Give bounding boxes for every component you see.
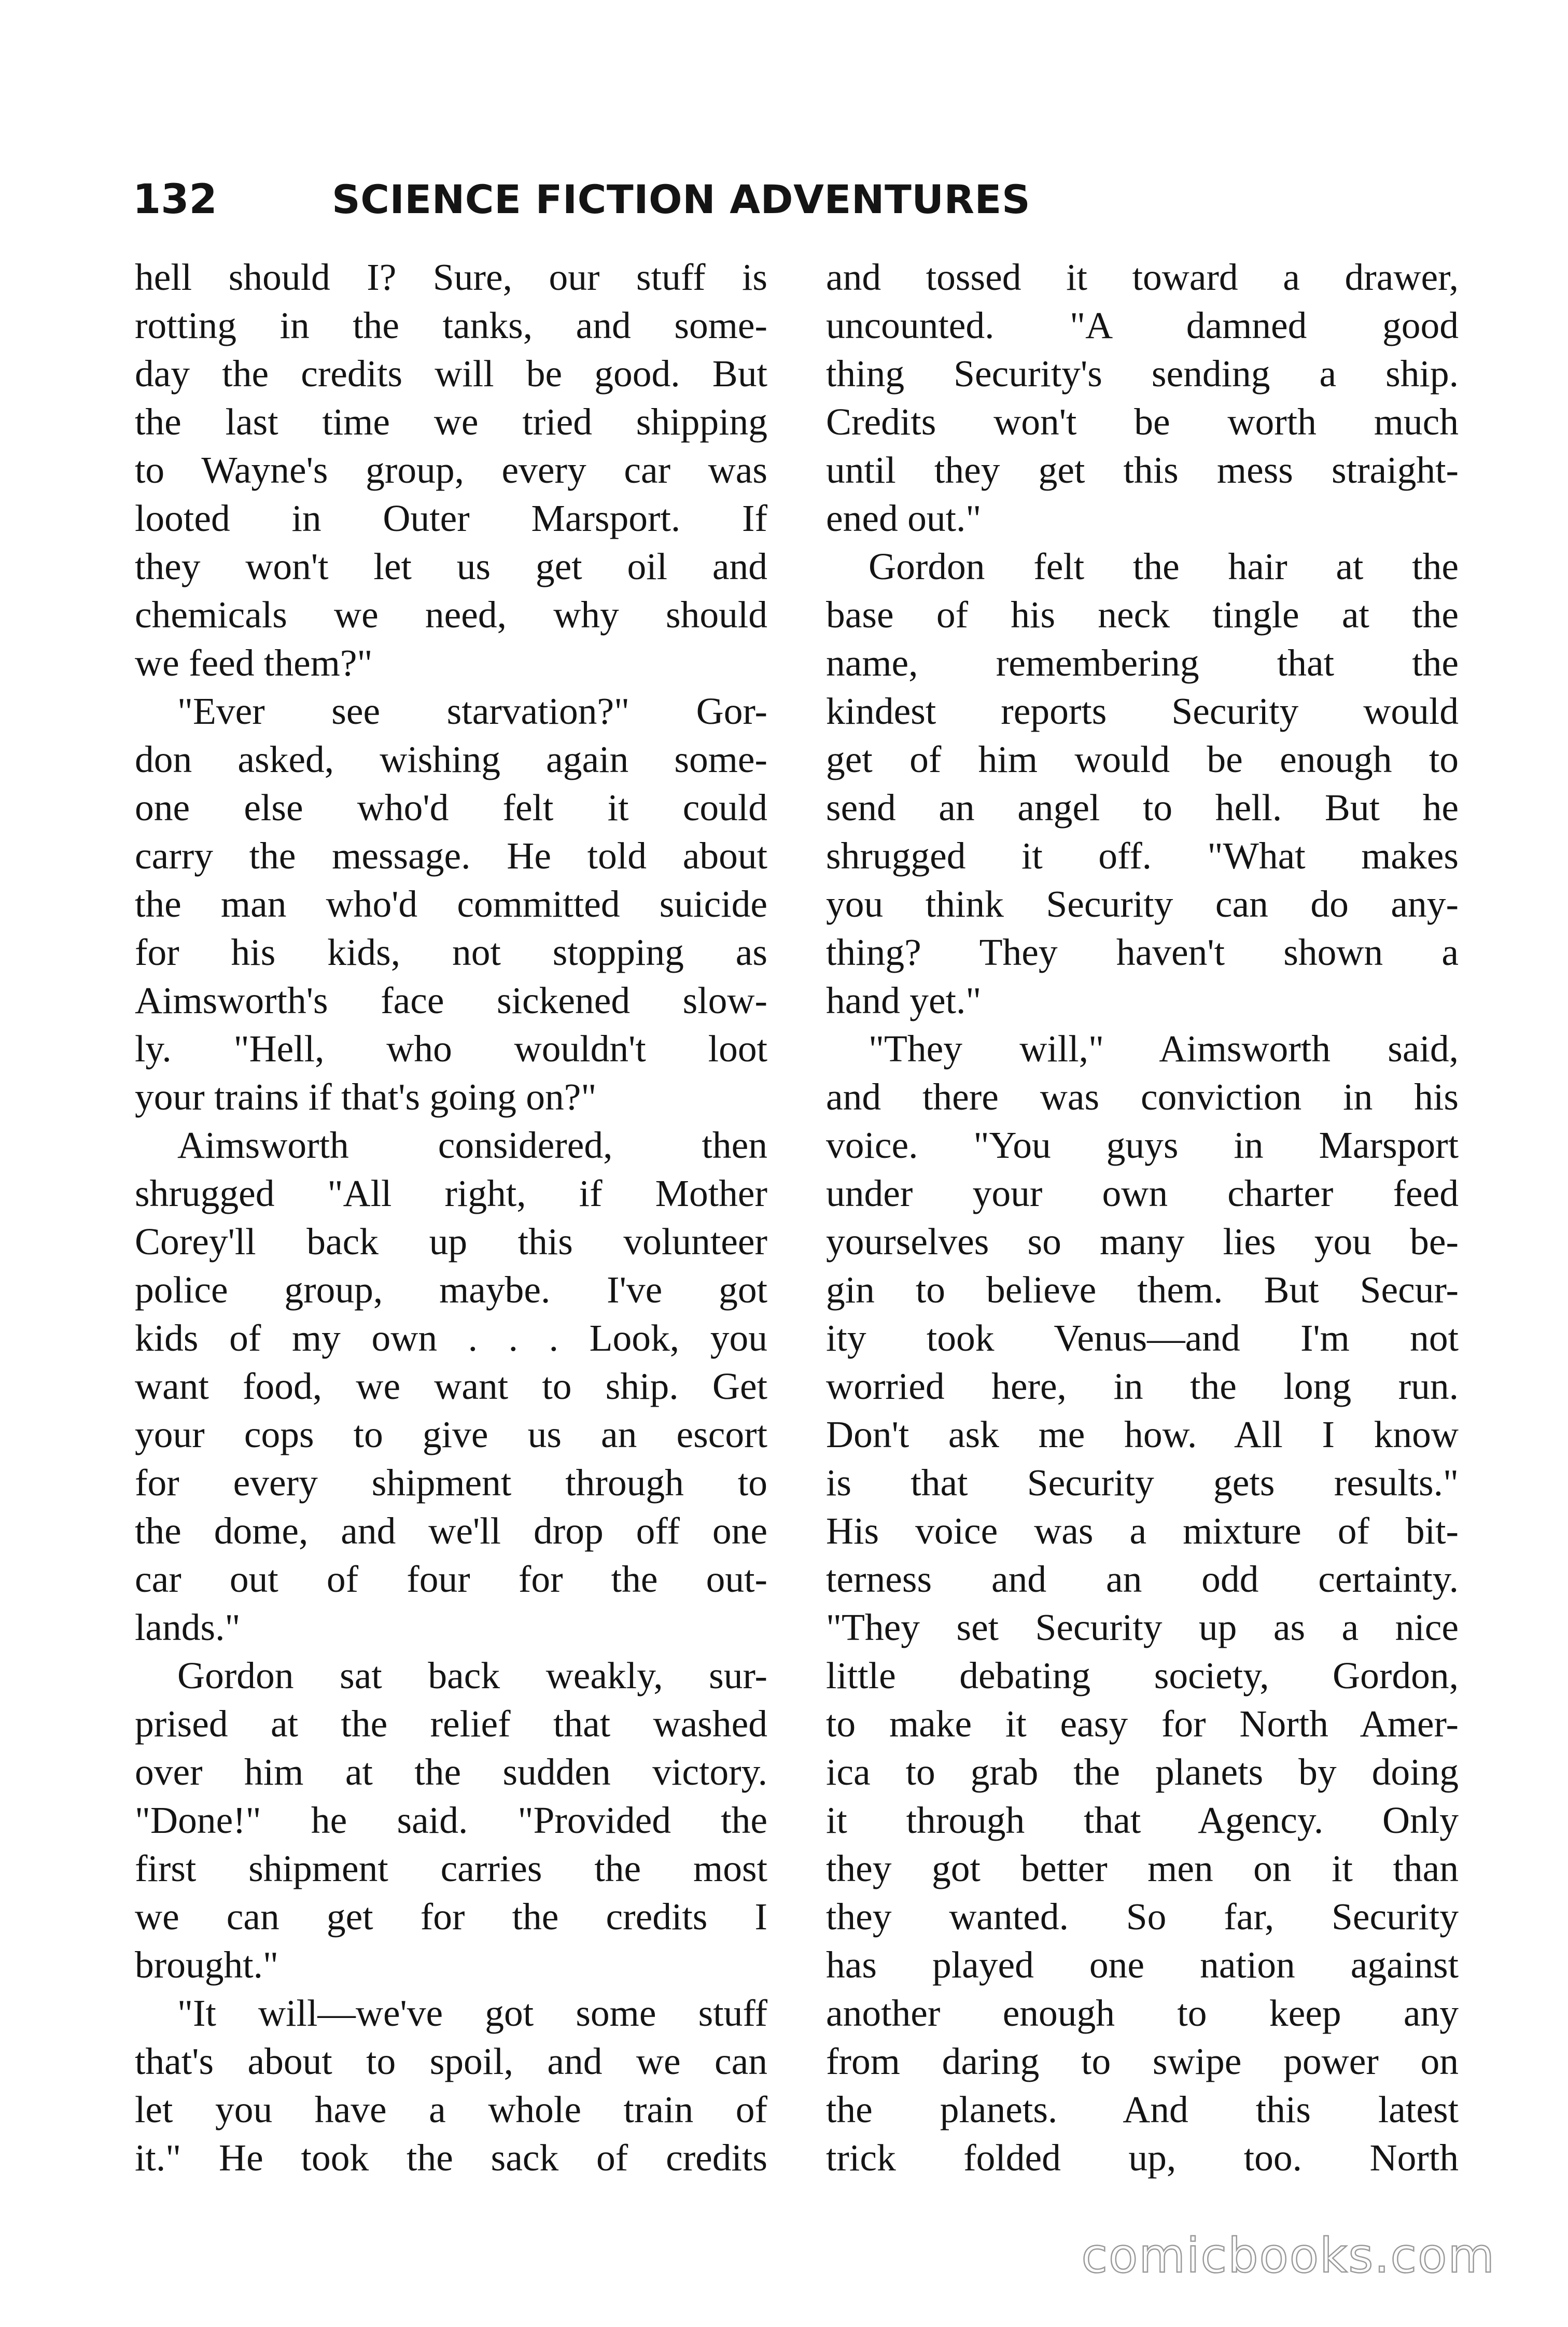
text-line: thing? They haven't shown a bbox=[826, 931, 1459, 973]
text-line: kids of my own . . . Look, you bbox=[135, 1317, 767, 1359]
text-line: ened out." bbox=[826, 497, 982, 539]
text-line: "It will—we've got some stuff bbox=[177, 1992, 767, 2034]
text-line: "They will," Aimsworth said, bbox=[869, 1028, 1459, 1070]
paragraph bbox=[135, 253, 767, 687]
paragraph bbox=[135, 1651, 767, 1989]
text-line: Aimsworth's face sickened slow- bbox=[135, 979, 767, 1021]
text-line: base of his neck tingle at the bbox=[826, 594, 1459, 636]
text-line: want food, we want to ship. Get bbox=[135, 1365, 767, 1407]
text-line: another enough to keep any bbox=[826, 1992, 1459, 2034]
text-line: Gordon sat back weakly, sur- bbox=[177, 1655, 767, 1697]
text-line: for his kids, not stopping as bbox=[135, 931, 767, 973]
text-line: shrugged it off. "What makes bbox=[826, 835, 1459, 877]
text-line: Aimsworth considered, then bbox=[177, 1124, 767, 1166]
text-line: to Wayne's group, every car was bbox=[135, 449, 767, 491]
text-line: we feed them?" bbox=[135, 642, 373, 684]
text-line: the planets. And this latest bbox=[826, 2088, 1459, 2130]
text-line: and there was conviction in his bbox=[826, 1076, 1459, 1118]
text-line: from daring to swipe power on bbox=[826, 2040, 1459, 2082]
text-line: Corey'll back up this volunteer bbox=[135, 1221, 767, 1263]
text-line: we can get for the credits I bbox=[135, 1896, 767, 1938]
text-line: they wanted. So far, Security bbox=[826, 1896, 1459, 1938]
text-line: Credits won't be worth much bbox=[826, 401, 1459, 443]
text-line: they got better men on it than bbox=[826, 1847, 1459, 1889]
text-column-left bbox=[135, 253, 767, 2182]
text-line: brought." bbox=[135, 1944, 279, 1986]
text-line: name, remembering that the bbox=[826, 642, 1459, 684]
text-line: lands." bbox=[135, 1606, 241, 1648]
text-line: prised at the relief that washed bbox=[135, 1703, 767, 1745]
text-line: chemicals we need, why should bbox=[135, 594, 767, 636]
text-line: police group, maybe. I've got bbox=[135, 1269, 767, 1311]
text-line: rotting in the tanks, and some- bbox=[135, 304, 767, 346]
text-line: the man who'd committed suicide bbox=[135, 883, 767, 925]
text-line: voice. "You guys in Marsport bbox=[826, 1124, 1459, 1166]
text-line: ity took Venus—and I'm not bbox=[826, 1317, 1459, 1359]
text-line: send an angel to hell. But he bbox=[826, 787, 1459, 829]
text-line: your trains if that's going on?" bbox=[135, 1076, 597, 1118]
text-line: "They set Security up as a nice bbox=[826, 1606, 1459, 1648]
paragraph bbox=[826, 542, 1459, 1025]
text-line: thing Security's sending a ship. bbox=[826, 353, 1459, 395]
text-line: worried here, in the long run. bbox=[826, 1365, 1459, 1407]
text-line: for every shipment through to bbox=[135, 1462, 767, 1504]
text-line: it through that Agency. Only bbox=[826, 1799, 1459, 1841]
paragraph bbox=[135, 1989, 767, 2182]
paragraph bbox=[135, 687, 767, 1121]
text-line: it." He took the sack of credits bbox=[135, 2137, 767, 2179]
text-line: carry the message. He told about bbox=[135, 835, 767, 877]
text-line: Don't ask me how. All I know bbox=[826, 1413, 1459, 1455]
text-line: little debating society, Gordon, bbox=[826, 1655, 1459, 1697]
text-line: under your own charter feed bbox=[826, 1172, 1459, 1214]
paragraph bbox=[826, 1025, 1459, 2182]
text-line: His voice was a mixture of bit- bbox=[826, 1510, 1459, 1552]
text-line: day the credits will be good. But bbox=[135, 353, 767, 395]
text-line: car out of four for the out- bbox=[135, 1558, 767, 1600]
text-line: they won't let us get oil and bbox=[135, 545, 767, 587]
paragraph bbox=[826, 253, 1459, 542]
text-line: and tossed it toward a drawer, bbox=[826, 256, 1459, 298]
page-header bbox=[133, 171, 1097, 228]
text-column-right bbox=[826, 253, 1459, 2182]
running-head: SCIENCE FICTION ADVENTURES bbox=[332, 176, 1031, 222]
text-line: hand yet." bbox=[826, 979, 982, 1021]
text-line: has played one nation against bbox=[826, 1944, 1459, 1986]
text-line: ly. "Hell, who wouldn't loot bbox=[135, 1028, 767, 1070]
text-line: terness and an odd certainty. bbox=[826, 1558, 1459, 1600]
text-line: don asked, wishing again some- bbox=[135, 738, 767, 780]
text-line: until they get this mess straight- bbox=[826, 449, 1459, 491]
text-line: get of him would be enough to bbox=[826, 738, 1459, 780]
text-line: is that Security gets results." bbox=[826, 1462, 1459, 1504]
text-line: the last time we tried shipping bbox=[135, 401, 767, 443]
text-line: you think Security can do any- bbox=[826, 883, 1459, 925]
text-line: let you have a whole train of bbox=[135, 2088, 767, 2130]
watermark: comicbooks.com bbox=[1081, 2228, 1495, 2283]
text-line: to make it easy for North Amer- bbox=[826, 1703, 1459, 1745]
text-line: hell should I? Sure, our stuff is bbox=[135, 256, 767, 298]
text-line: one else who'd felt it could bbox=[135, 787, 767, 829]
text-line: first shipment carries the most bbox=[135, 1847, 767, 1889]
text-line: over him at the sudden victory. bbox=[135, 1751, 767, 1793]
paragraph bbox=[135, 1121, 767, 1651]
text-line: ica to grab the planets by doing bbox=[826, 1751, 1459, 1793]
text-line: Gordon felt the hair at the bbox=[869, 545, 1459, 587]
page-number: 132 bbox=[133, 176, 217, 223]
text-line: trick folded up, too. North bbox=[826, 2137, 1459, 2179]
text-line: yourselves so many lies you be- bbox=[826, 1221, 1459, 1263]
text-line: uncounted. "A damned good bbox=[826, 304, 1459, 346]
text-line: that's about to spoil, and we can bbox=[135, 2040, 767, 2082]
text-line: "Ever see starvation?" Gor- bbox=[177, 690, 767, 732]
text-line: gin to believe them. But Secur- bbox=[826, 1269, 1459, 1311]
text-line: kindest reports Security would bbox=[826, 690, 1459, 732]
text-line: the dome, and we'll drop off one bbox=[135, 1510, 767, 1552]
text-line: "Done!" he said. "Provided the bbox=[135, 1799, 767, 1841]
text-line: looted in Outer Marsport. If bbox=[135, 497, 767, 539]
text-line: your cops to give us an escort bbox=[135, 1413, 767, 1455]
text-line: shrugged "All right, if Mother bbox=[135, 1172, 767, 1214]
